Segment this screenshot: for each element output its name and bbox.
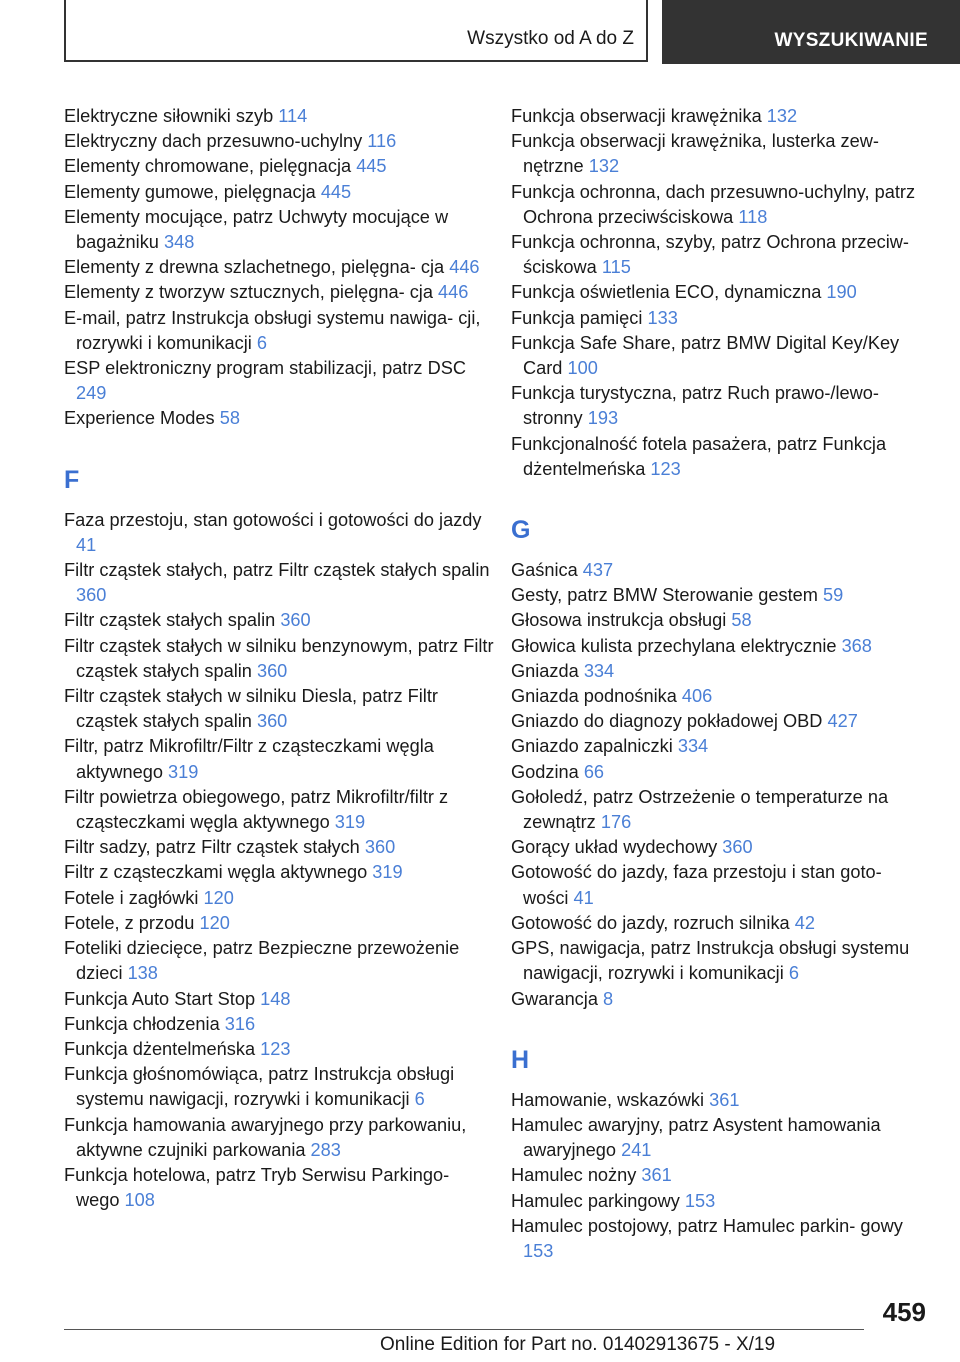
index-entry-text: Elementy z drewna szlachetnego, pielęgna‐ cja [64, 257, 445, 278]
index-entry [511, 684, 931, 709]
index-entry [64, 558, 496, 608]
page-reference-link[interactable]: 42 [794, 912, 815, 933]
index-entry-text: Hamulec parkingowy [511, 1190, 680, 1211]
index-entry-text: Hamowanie, wskazówki [511, 1089, 705, 1110]
page-reference-link[interactable]: 176 [600, 812, 632, 833]
index-entry [64, 1163, 496, 1213]
index-entry-text: Hamulec nożny [511, 1165, 637, 1186]
index-entry [511, 129, 931, 179]
index-entry [64, 785, 496, 835]
page-reference-link[interactable]: 148 [260, 988, 291, 1009]
page-reference-link[interactable]: 319 [334, 812, 366, 833]
index-entry-text: Funkcja ochronna, dach przesuwno-uchylny, patrz Ochrona przeciwściskowa [511, 181, 916, 227]
index-entry [511, 734, 931, 759]
index-entry-text: ESP elektroniczny program stabilizacji, patrz DSC [64, 358, 466, 379]
page-header [64, 0, 960, 64]
page-reference-link[interactable]: 283 [310, 1139, 341, 1160]
index-entry [64, 280, 496, 305]
index-entry [511, 987, 931, 1012]
index-entry-text: Gorący układ wydechowy [511, 837, 718, 858]
index-entry [64, 608, 496, 633]
index-entry [64, 886, 496, 911]
index-entry-text: Filtr cząstek stałych w silniku benzynowym, patrz Filtr cząstek stałych spalin [64, 635, 494, 681]
page-reference-link[interactable]: 118 [738, 206, 768, 227]
index-entry-text: Elementy z tworzyw sztucznych, pielęgna‐ cja [64, 282, 433, 303]
search-tab[interactable] [662, 0, 960, 64]
index-entry-text: Filtr cząstek stałych w silniku Diesla, patrz Filtr cząstek stałych spalin [64, 686, 438, 732]
index-entry [64, 1113, 496, 1163]
index-entry [64, 911, 496, 936]
index-entry [64, 1012, 496, 1037]
index-entry [64, 634, 496, 684]
page-reference-link[interactable]: 361 [709, 1089, 740, 1110]
page-reference-link[interactable]: 360 [256, 660, 288, 681]
index-entry-text: Faza przestoju, stan gotowości i gotowości do jazdy [64, 509, 482, 530]
index-entry [511, 659, 931, 684]
index-entry [64, 154, 496, 179]
page-reference-link[interactable]: 427 [827, 711, 858, 732]
page-reference-link[interactable]: 6 [256, 332, 268, 353]
search-tab-label: WYSZUKIWANIE [774, 30, 928, 51]
section-title-box [64, 0, 648, 62]
page-reference-link[interactable]: 406 [681, 686, 713, 707]
index-entry [511, 634, 931, 659]
index-entry-text: E-mail, patrz Instrukcja obsługi systemu nawiga‐ cji, rozrywki i komunikacji [64, 307, 481, 353]
index-entry-text: Funkcja chłodzenia [64, 1013, 220, 1034]
index-entry-text: Filtr cząstek stałych, patrz Filtr cząstek stałych spalin [64, 560, 490, 581]
index-entry [511, 1088, 931, 1113]
index-entry-text: Funkcja obserwacji krawężnika [511, 106, 762, 126]
index-entry-text: Elektryczny dach przesuwno-uchylny [64, 131, 363, 152]
edition-footer: Online Edition for Part no. 01402913675 - X/19 [380, 1334, 776, 1355]
index-entry-text: GPS, nawigacja, patrz Instrukcja obsługi systemu nawigacji, rozrywki i komunikacji [511, 938, 910, 984]
index-entry [64, 255, 496, 280]
index-entry-text: Funkcja ochronna, szyby, patrz Ochrona przeciw‐ ściskowa [511, 232, 909, 278]
index-entry-text: Elektryczne siłowniki szyb [64, 106, 274, 126]
index-entry [511, 583, 931, 608]
index-letter-heading: G [511, 516, 531, 545]
index-letter-heading: H [511, 1045, 530, 1074]
index-entry [64, 684, 496, 734]
index-entry [64, 860, 496, 885]
page-reference-link[interactable]: 6 [788, 963, 799, 984]
page-reference-link[interactable]: 360 [364, 837, 396, 858]
index-entry-text: Gotowość do jazdy, faza przestoju i stan goto‐ wości [511, 862, 882, 908]
page-reference-link[interactable]: 120 [203, 887, 234, 908]
index-entry [511, 1214, 931, 1264]
index-entry-text: Filtr, patrz Mikrofiltr/Filtr z cząsteczkami węgla aktywnego [64, 736, 434, 782]
index-entry-text: Filtr cząstek stałych spalin [64, 610, 276, 631]
index-column-left [64, 104, 496, 1213]
index-entry-text: Głosowa instrukcja obsługi [511, 610, 727, 631]
page-reference-link[interactable]: 115 [601, 257, 631, 278]
index-entry-text: Hamulec postojowy, patrz Hamulec parkin‐ gowy [511, 1215, 903, 1236]
index-entry [511, 936, 931, 986]
page-reference-link[interactable]: 153 [684, 1190, 716, 1211]
index-entry [511, 1113, 931, 1163]
index-entry [511, 331, 931, 381]
index-entry [64, 987, 496, 1012]
page-reference-link[interactable]: 319 [168, 761, 199, 782]
index-entry-text: Hamulec awaryjny, patrz Asystent hamowania awaryjnego [511, 1114, 881, 1161]
page-reference-link[interactable]: 138 [127, 963, 158, 984]
index-entry [511, 432, 931, 482]
index-entry [64, 1037, 496, 1062]
index-entry-text: Funkcja obserwacji krawężnika, lusterka zew‐ nętrzne [511, 131, 879, 177]
page-reference-link[interactable]: 41 [76, 534, 97, 555]
index-entry [64, 1062, 496, 1112]
index-entry [64, 205, 496, 255]
page-reference-link[interactable]: 316 [224, 1013, 256, 1034]
index-entry [64, 129, 496, 154]
index-entry-text: Fotele, z przodu [64, 912, 195, 933]
page-reference-link[interactable]: 360 [722, 837, 753, 858]
index-entry-text: Gołoledź, patrz Ostrzeżenie o temperaturze na zewnątrz [511, 786, 889, 833]
page-reference-link[interactable]: 153 [523, 1240, 554, 1261]
index-entry-text: Funkcjonalność fotela pasażera, patrz Funkcja dżentelmeńska [511, 433, 887, 479]
index-entry [64, 104, 496, 129]
index-entry-text: Funkcja hotelowa, patrz Tryb Serwisu Parkingo‐ wego [64, 1164, 450, 1211]
page-reference-link[interactable]: 108 [124, 1190, 155, 1211]
page-reference-link[interactable]: 120 [199, 912, 230, 933]
page-reference-link[interactable]: 334 [677, 736, 709, 757]
index-entry-text: Experience Modes [64, 408, 215, 429]
section-title: Wszystko od A do Z [467, 28, 634, 49]
index-entry-text: Funkcja Safe Share, patrz BMW Digital Key/Key Card [511, 332, 900, 379]
page-reference-link[interactable]: 348 [163, 232, 195, 253]
index-entry-text: Filtr z cząsteczkami węgla aktywnego [64, 862, 368, 883]
page-reference-link[interactable]: 446 [449, 257, 480, 278]
page-reference-link[interactable]: 133 [647, 307, 678, 328]
page-reference-link[interactable]: 8 [603, 988, 614, 1009]
page-reference-link[interactable]: 241 [621, 1140, 652, 1161]
page-reference-link[interactable]: 100 [567, 358, 598, 379]
index-entry-text: Gotowość do jazdy, rozruch silnika [511, 912, 790, 933]
page-reference-link[interactable]: 116 [367, 131, 397, 152]
index-entry [64, 306, 496, 356]
page-reference-link[interactable]: 123 [260, 1038, 291, 1059]
index-entry-text: Funkcja dżentelmeńska [64, 1038, 256, 1059]
index-entry [64, 356, 496, 406]
index-entry [511, 835, 931, 860]
index-entry [64, 508, 496, 558]
index-entry-text: Funkcja turystyczna, patrz Ruch prawo-/lewo‐ stronny [511, 383, 879, 429]
index-entry-text: Filtr powietrza obiegowego, patrz Mikrofiltr/filtr z cząsteczkami węgla aktywnego [64, 786, 449, 833]
index-entry [511, 558, 931, 583]
page-reference-link[interactable]: 360 [256, 711, 288, 732]
page-reference-link[interactable]: 360 [280, 610, 311, 631]
index-entry-text: Gniazdo do diagnozy pokładowej OBD [511, 711, 823, 732]
index-entry [64, 835, 496, 860]
page-reference-link[interactable]: 190 [826, 282, 857, 303]
index-entry [511, 230, 931, 280]
page-reference-link[interactable]: 446 [438, 282, 469, 303]
index-entry-text: Godzina [511, 761, 579, 782]
index-entry-text: Głowica kulista przechylana elektrycznie [511, 635, 837, 656]
index-entry [511, 1163, 931, 1188]
index-letter-heading: F [64, 465, 80, 494]
page-reference-link[interactable]: 123 [650, 458, 681, 479]
index-entry-text: Funkcja Auto Start Stop [64, 988, 256, 1009]
index-entry [511, 381, 931, 431]
index-entry [511, 911, 931, 936]
page-reference-link[interactable]: 193 [587, 408, 619, 429]
index-entry [511, 306, 931, 331]
page-reference-link[interactable]: 445 [320, 181, 352, 202]
page-reference-link[interactable]: 249 [76, 383, 107, 404]
page-reference-link[interactable]: 360 [76, 585, 107, 606]
page-number: 459 [882, 1297, 926, 1327]
index-entry [64, 406, 496, 431]
index-column-right [511, 104, 931, 1264]
index-entry [511, 785, 931, 835]
index-entry [64, 734, 496, 784]
page-reference-link[interactable]: 58 [219, 408, 240, 429]
page-reference-link[interactable]: 132 [588, 156, 620, 177]
page-reference-link[interactable]: 445 [356, 156, 387, 177]
page-reference-link[interactable]: 66 [583, 761, 605, 782]
index-entry [511, 860, 931, 910]
index-entry-text: Elementy mocujące, patrz Uchwyty mocujące w bagażniku [64, 206, 449, 253]
index-entry [64, 936, 496, 986]
index-entry-text: Gaśnica [511, 560, 578, 581]
page-reference-link[interactable]: 368 [841, 635, 872, 656]
index-entry [511, 180, 931, 230]
index-entry-text: Gniazda [511, 660, 579, 681]
page-reference-link[interactable]: 437 [582, 560, 614, 581]
index-entry [511, 104, 931, 129]
index-entry [511, 760, 931, 785]
index-entry-text: Funkcja hamowania awaryjnego przy parkowaniu, aktywne czujniki parkowania [64, 1114, 467, 1160]
page-reference-link[interactable]: 59 [823, 585, 844, 606]
index-entry-text: Gesty, patrz BMW Sterowanie gestem [511, 585, 818, 606]
index-entry-text: Elementy chromowane, pielęgnacja [64, 156, 352, 177]
index-entry [511, 709, 931, 734]
index-entry-text: Gniazdo zapalniczki [511, 736, 673, 757]
index-entry-text: Foteliki dziecięce, patrz Bezpieczne przewożenie dzieci [64, 938, 460, 984]
index-entry-text: Filtr sadzy, patrz Filtr cząstek stałych [64, 837, 360, 858]
index-entry-text: Elementy gumowe, pielęgnacja [64, 181, 316, 202]
page-reference-link[interactable]: 6 [414, 1089, 425, 1110]
index-entry-text: Funkcja oświetlenia ECO, dynamiczna [511, 282, 822, 303]
index-entry-text: Gniazda podnośnika [511, 686, 677, 707]
page-reference-link[interactable]: 334 [583, 660, 615, 681]
page-reference-link[interactable]: 319 [372, 862, 403, 883]
footer-divider [64, 1329, 864, 1330]
index-entry-text: Fotele i zagłówki [64, 887, 199, 908]
page-reference-link[interactable]: 132 [766, 106, 798, 126]
page-reference-link[interactable]: 58 [731, 610, 752, 631]
index-entry-text: Funkcja pamięci [511, 307, 643, 328]
page-reference-link[interactable]: 361 [641, 1165, 672, 1186]
index-entry-text: Funkcja głośnomówiąca, patrz Instrukcja obsługi systemu nawigacji, rozrywki i komunikacji [64, 1064, 455, 1110]
page-reference-link[interactable]: 114 [278, 106, 308, 126]
page-reference-link[interactable]: 41 [573, 887, 594, 908]
index-entry [511, 608, 931, 633]
index-entry [511, 280, 931, 305]
index-entry [64, 180, 496, 205]
index-entry-text: Gwarancja [511, 988, 598, 1009]
index-entry [511, 1189, 931, 1214]
